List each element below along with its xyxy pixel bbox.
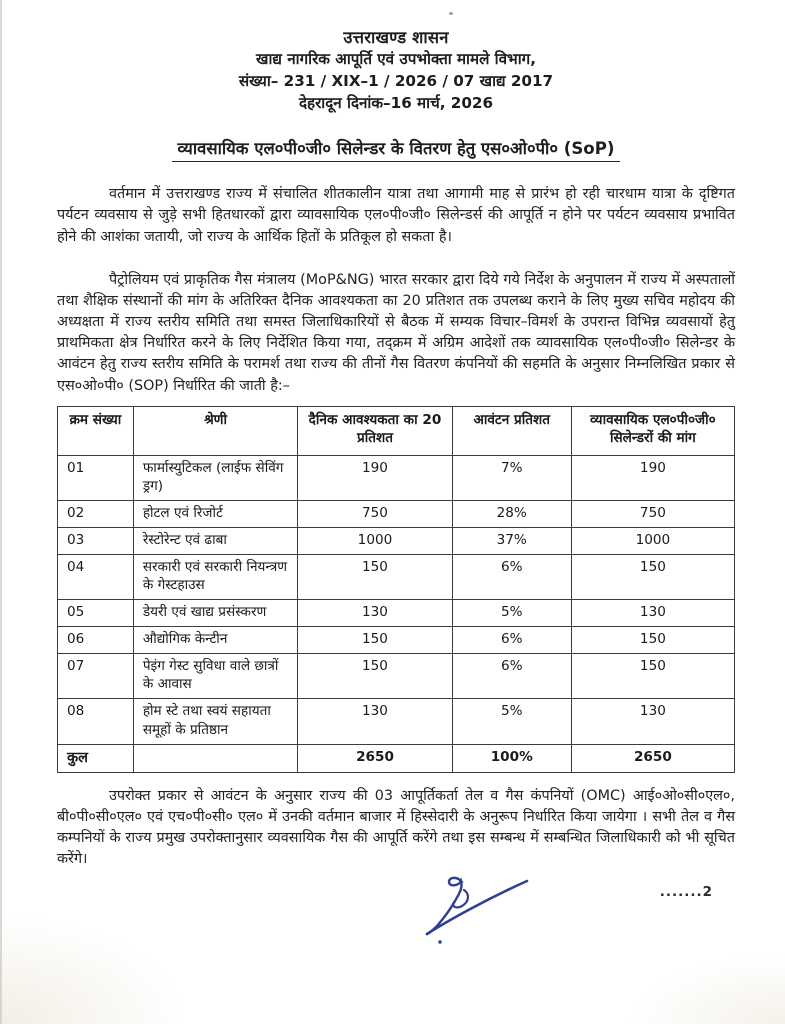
- cell-demand: 150: [571, 653, 734, 699]
- table-row: [58, 501, 735, 528]
- cell-demand: 1000: [571, 527, 734, 554]
- scan-tint-artifact: [625, 954, 785, 1024]
- total-empty: [133, 744, 298, 772]
- header-alloc: आवंटन प्रतिशत: [452, 406, 571, 455]
- place-and-date: देहरादून दिनांक–16 मार्च, 2026: [298, 93, 494, 112]
- reference-number: संख्या– 231 / XIX–1 / 2026 / 07 खाद्य 2017: [238, 72, 554, 90]
- cell-alloc: 5%: [452, 600, 571, 627]
- cell-alloc: 6%: [452, 626, 571, 653]
- cell-sno: 04: [58, 554, 134, 600]
- total-demand: 2650: [571, 744, 734, 772]
- cell-category: फार्मास्युटिकल (लाईफ सेविंग ड्रग): [133, 455, 298, 501]
- scan-dot-artifact: [449, 12, 453, 15]
- cell-category: होटल एवं रिजोर्ट: [133, 501, 298, 528]
- table-total-row: [58, 744, 735, 772]
- table-header-row: [58, 406, 735, 455]
- cell-daily20: 150: [298, 653, 452, 699]
- cell-category: होम स्टे तथा स्वयं सहायता समूहों के प्रतिष्ठान: [133, 699, 298, 745]
- cell-demand: 150: [571, 554, 734, 600]
- document-title: [57, 136, 735, 162]
- table-row: [58, 653, 735, 699]
- scan-tint-artifact: [0, 914, 190, 1024]
- table-row: [58, 554, 735, 600]
- cell-sno: 02: [58, 501, 134, 528]
- cell-daily20: 150: [298, 626, 452, 653]
- cell-category: पेइंग गेस्ट सुविधा वाले छात्रों के आवास: [133, 653, 298, 699]
- cell-sno: 06: [58, 626, 134, 653]
- lpg-allocation-table: [57, 406, 735, 773]
- cell-demand: 150: [571, 626, 734, 653]
- paragraph-2: पैट्रोलियम एवं प्राकृतिक गैस मंत्रालय (MoP&NG) भारत सरकार द्वारा दिये गये निर्देश के अनुपालन में राज्य में अस्पतालों तथा शैक्षिक संस्थानों की मांग के अतिरिक्त दैनिक आवश्यकता का 20 प्रतिशत तक उपलब्ध कराने के लिए मुख्य सचिव महोदय की अध्यक्षता में राज्य स्तरीय समिति तथा समस्त जिलाधिकारियों से बैठक में सम्यक विचार–विमर्श के उपरान्त विभिन्न व्यवसायों हेतु प्राथमिकता क्षेत्र निर्धारित करने के लिए निर्देशित किया गया, तद्क्रम में अग्रिम आदेशों तक व्यावसायिक एल०पी०जी० सिलेन्डर के आवंटन हेतु राज्य स्तरीय समिति के परामर्श तथा राज्य की तीनों गैस वितरण कंपनियों की सहमति के अनुसार निम्नलिखित प्रकार से एस०ओ०पी० (SOP) निर्धारित की जाती है:–: [57, 271, 735, 394]
- cell-category: डेयरी एवं खाद्य प्रसंस्करण: [133, 600, 298, 627]
- cell-demand: 130: [571, 600, 734, 627]
- table-row: [58, 699, 735, 745]
- cell-alloc: 6%: [452, 653, 571, 699]
- cell-sno: 07: [58, 653, 134, 699]
- cell-sno: 01: [58, 455, 134, 501]
- cell-demand: 750: [571, 501, 734, 528]
- cell-daily20: 1000: [298, 527, 452, 554]
- cell-category: औद्योगिक केन्टीन: [133, 626, 298, 653]
- department-name: खाद्य नागरिक आपूर्ति एवं उपभोक्ता मामले विभाग,: [256, 50, 536, 69]
- table-row: [58, 626, 735, 653]
- paragraph-1: वर्तमान में उत्तराखण्ड राज्य में संचालित शीतकालीन यात्रा तथा आगामी माह से प्रारंभ हो रही चारधाम यात्रा के दृष्टिगत पर्यटन व्यवसाय से जुड़े सभी हितधारकों द्वारा व्यावसायिक एल०पी०जी० सिलेन्डर्स की आपूर्ति न होने पर पर्यटन व्यवसाय प्रभावित होने की आशंका जतायी, जो राज्य के आर्थिक हितों के प्रतिकूल हो सकता है।: [57, 186, 735, 245]
- header-sno: क्रम संख्या: [58, 406, 134, 455]
- total-label: कुल: [58, 744, 134, 772]
- cell-alloc: 7%: [452, 455, 571, 501]
- cell-alloc: 37%: [452, 527, 571, 554]
- cell-alloc: 5%: [452, 699, 571, 745]
- cell-daily20: 150: [298, 554, 452, 600]
- cell-daily20: 190: [298, 455, 452, 501]
- header-category: श्रेणी: [133, 406, 298, 455]
- letterhead: [57, 26, 735, 114]
- cell-daily20: 130: [298, 600, 452, 627]
- table-row: [58, 455, 735, 501]
- page-number: .......2: [659, 884, 713, 900]
- cell-daily20: 750: [298, 501, 452, 528]
- table-row: [58, 527, 735, 554]
- cell-category: सरकारी एवं सरकारी नियन्त्रण के गेस्टहाउस: [133, 554, 298, 600]
- cell-category: रेस्टोरेन्ट एवं ढाबा: [133, 527, 298, 554]
- scan-edge-artifact: [0, 0, 2, 1024]
- header-daily20: दैनिक आवश्यकता का 20 प्रतिशत: [298, 406, 452, 455]
- cell-demand: 190: [571, 455, 734, 501]
- total-alloc: 100%: [452, 744, 571, 772]
- document-title-text: व्यावसायिक एल०पी०जी० सिलेन्डर के वितरण हेतु एस०ओ०पी० (SoP): [172, 136, 621, 162]
- org-name: उत्तराखण्ड शासन: [343, 28, 449, 47]
- table-row: [58, 600, 735, 627]
- cell-daily20: 130: [298, 699, 452, 745]
- header-demand: व्यावसायिक एल०पी०जी० सिलेन्डरों की मांग: [571, 406, 734, 455]
- cell-sno: 03: [58, 527, 134, 554]
- cell-demand: 130: [571, 699, 734, 745]
- cell-alloc: 28%: [452, 501, 571, 528]
- cell-sno: 08: [58, 699, 134, 745]
- paragraph-3: उपरोक्त प्रकार से आवंटन के अनुसार राज्य की 03 आपूर्तिकर्ता तेल व गैस कंपनियों (OMC) आई०ओ०सी०एल०, बी०पी०सी०एल० एवं एच०पी०सी० एल० में उनकी वर्तमान बाजार में हिस्सेदारी के अनुरूप निर्धारित किया जायेगा । सभी तेल व गैस कम्पनियों के राज्य प्रमुख उपरोक्तानुसार व्यवसायिक गैस की आपूर्ति करेंगे तथा इस सम्बन्ध में सम्बन्धित जिलाधिकारी को भी सूचित करेंगे।: [57, 787, 735, 868]
- total-daily20: 2650: [298, 744, 452, 772]
- cell-alloc: 6%: [452, 554, 571, 600]
- handwritten-signature-icon: [415, 872, 575, 946]
- cell-sno: 05: [58, 600, 134, 627]
